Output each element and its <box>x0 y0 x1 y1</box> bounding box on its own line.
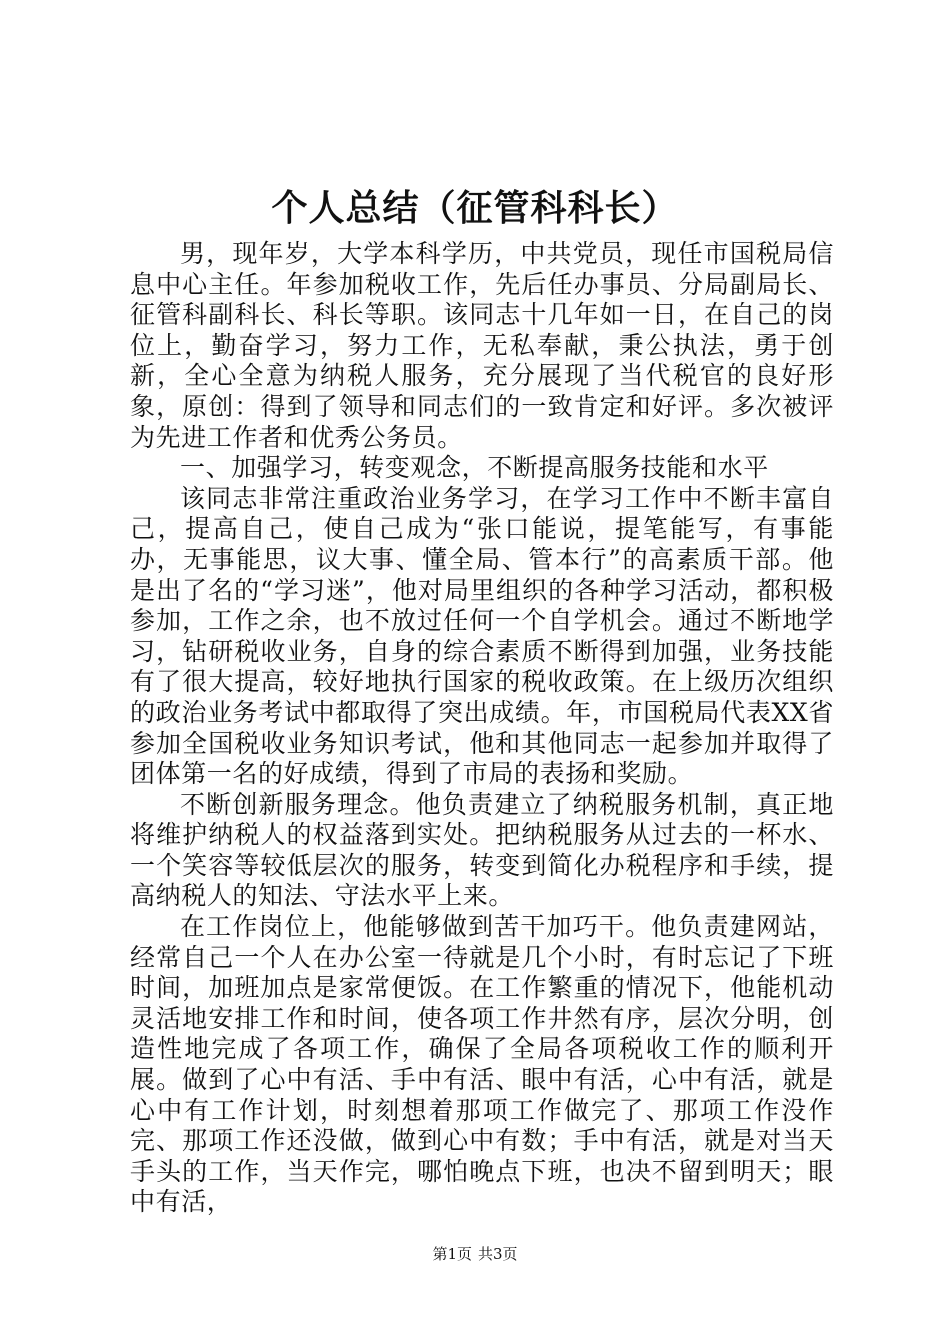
page-total: 共3页 <box>478 1245 518 1263</box>
paragraph-intro: 男，现年岁，大学本科学历，中共党员，现任市国税局信息中心主任。年参加税收工作，先后任办事员、分局副局长、征管科副科长、科长等职。该同志十几年如一日，在自己的岗位上，勤奋学习，努力工作，无私奉献，秉公执法，勇于创新，全心全意为纳税人服务，充分展现了当代税官的良好形象，原创：得到了领导和同志们的一致肯定和好评。多次被评为先进工作者和优秀公务员。 <box>130 239 834 452</box>
page-number: 第1页 <box>432 1245 472 1263</box>
paragraph-service: 不断创新服务理念。他负责建立了纳税服务机制，真正地将维护纳税人的权益落到实处。把纳税服务从过去的一杯水、一个笑容等较低层次的服务，转变到简化办税程序和手续，提高纳税人的知法、守法水平上来。 <box>130 789 834 911</box>
page-footer <box>0 1244 950 1264</box>
section-heading: 一、加强学习，转变观念，不断提高服务技能和水平 <box>180 453 769 483</box>
paragraph-work: 在工作岗位上，他能够做到苦干加巧干。他负责建网站，经常自己一个人在办公室一待就是几个小时，有时忘记了下班时间，加班加点是家常便饭。在工作繁重的情况下，他能机动灵活地安排工作和时间，使各项工作井然有序，层次分明，创造性地完成了各项工作，确保了全局各项税收工作的顺利开展。做到了心中有活、手中有活、眼中有活，心中有活，就是心中有工作计划，时刻想着那项工作做完了、那项工作没作完、那项工作还没做，做到心中有数；手中有活，就是对当天手头的工作，当天作完，哪怕晚点下班，也决不留到明天；眼中有活， <box>130 912 834 1217</box>
document-body <box>130 239 834 1218</box>
paragraph-study: 该同志非常注重政治业务学习，在学习工作中不断丰富自己，提高自己，使自己成为“张口能说，提笔能写，有事能办，无事能思，议大事、懂全局、管本行”的高素质干部。他是出了名的“学习迷”，他对局里组织的各种学习活动，都积极参加，工作之余，也不放过任何一个自学机会。通过不断地学习，钻研税收业务，自身的综合素质不断得到加强，业务技能有了很大提高，较好地执行国家的税收政策。在上级历次组织的政治业务考试中都取得了突出成绩。年，市国税局代表XX省参加全国税收业务知识考试，他和其他同志一起参加并取得了团体第一名的好成绩，得到了市局的表扬和奖励。 <box>130 483 834 789</box>
document-title: 个人总结（征管科科长） <box>271 187 679 229</box>
